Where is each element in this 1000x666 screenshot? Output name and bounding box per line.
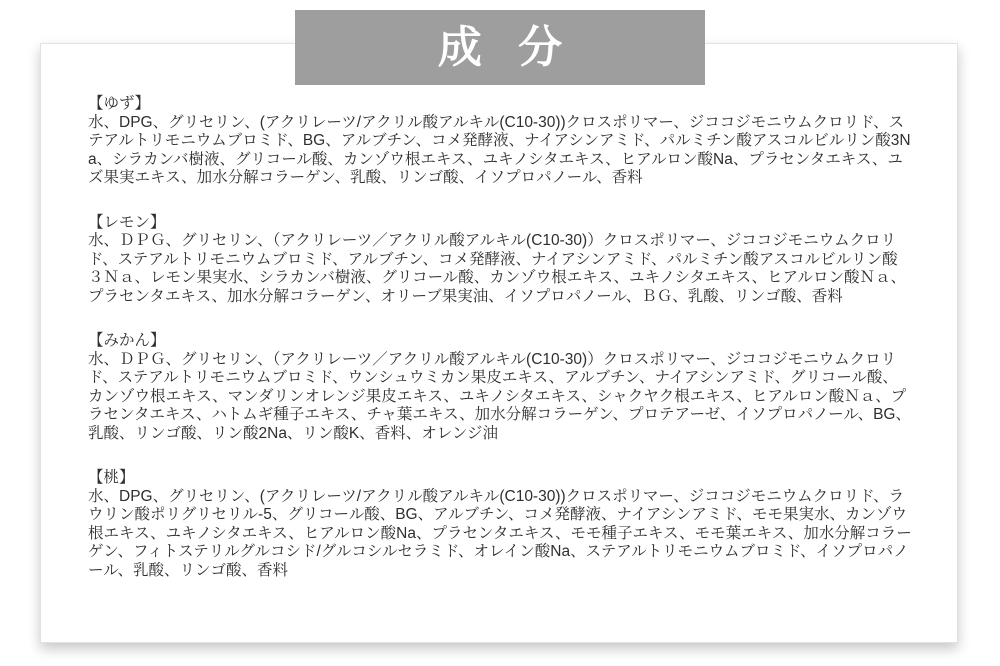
header-band [295,10,705,85]
page-title: 成 分 [437,22,575,72]
section-mikan [88,332,913,443]
ingredient-list-momo: 水、DPG、グリセリン、(アクリレーツ/アクリル酸アルキル(C10-30))クロスポリマー、ジココジモニウムクロリド、ラウリン酸ポリグリセリル-5、グリコール酸、BG、アルブチン、コメ発酵液、ナイアシンアミド、モモ果実水、カンゾウ根エキス、ユキノシタエキス、ヒアルロン酸Na、プラセンタエキス、モモ種子エキス、モモ葉エキス、加水分解コラーゲン、フィトステリルグルコシド/グルコシルセラミド、オレイン酸Na、ステアルトリモニウムブロミド、イソプロパノール、乳酸、リンゴ酸、香料 [88,487,912,579]
ingredient-list-mikan: 水、ＤＰＧ、グリセリン、（アクリレーツ／アクリル酸アルキル(C10-30)）クロスポリマー、ジココジモニウムクロリド、ステアルトリモニウムブロミド、ウンシュウミカン果皮エキス、アルブチン、ナイアシンアミド、グリコール酸、カンゾウ根エキス、マンダリンオレンジ果皮エキス、ユキノシタエキス、シャクヤク根エキス、ヒアルロン酸Ｎａ、プラセンタエキス、ハトムギ種子エキス、チャ葉エキス、加水分解コラーゲン、プロテアーゼ、イソプロパノール、BG、乳酸、リンゴ酸、リン酸2Na、リン酸K、香料、オレンジ油 [88,350,911,442]
ingredient-list-yuzu: 水、DPG、グリセリン、(アクリレーツ/アクリル酸アルキル(C10-30))クロスポリマー、ジココジモニウムクロリド、ステアルトリモニウムブロミド、BG、アルブチン、コメ発酵液、ナイアシンアミド、パルミチン酸アスコルビルリン酸3Na、シラカンバ樹液、グリコール酸、カンゾウ根エキス、ユキノシタエキス、ヒアルロン酸Na、プラセンタエキス、ユズ果実エキス、加水分解コラーゲン、乳酸、リンゴ酸、イソプロパノール、香料 [88,113,911,186]
ingredient-list-lemon: 水、ＤＰＧ、グリセリン、（アクリレーツ／アクリル酸アルキル(C10-30)）クロスポリマー、ジココジモニウムクロリド、ステアルトリモニウムブロミド、アルブチン、コメ発酵液、ナイアシンアミド、パルミチン酸アスコルビルリン酸３Ｎａ、レモン果実水、シラカンバ樹液、グリコール酸、カンゾウ根エキス、ユキノシタエキス、ヒアルロン酸Ｎａ、プラセンタエキス、加水分解コラーゲン、オリーブ果実油、イソプロパノール、ＢＧ、乳酸、リンゴ酸、香料 [88,232,906,305]
section-title-mikan: 【みかん】 [88,332,166,349]
section-title-momo: 【桃】 [88,469,135,486]
section-momo [88,469,913,580]
section-title-lemon: 【レモン】 [88,213,166,231]
section-lemon [88,214,913,307]
section-title-yuzu: 【ゆず】 [88,95,151,112]
ingredients-card [40,43,958,643]
section-yuzu [88,95,913,188]
